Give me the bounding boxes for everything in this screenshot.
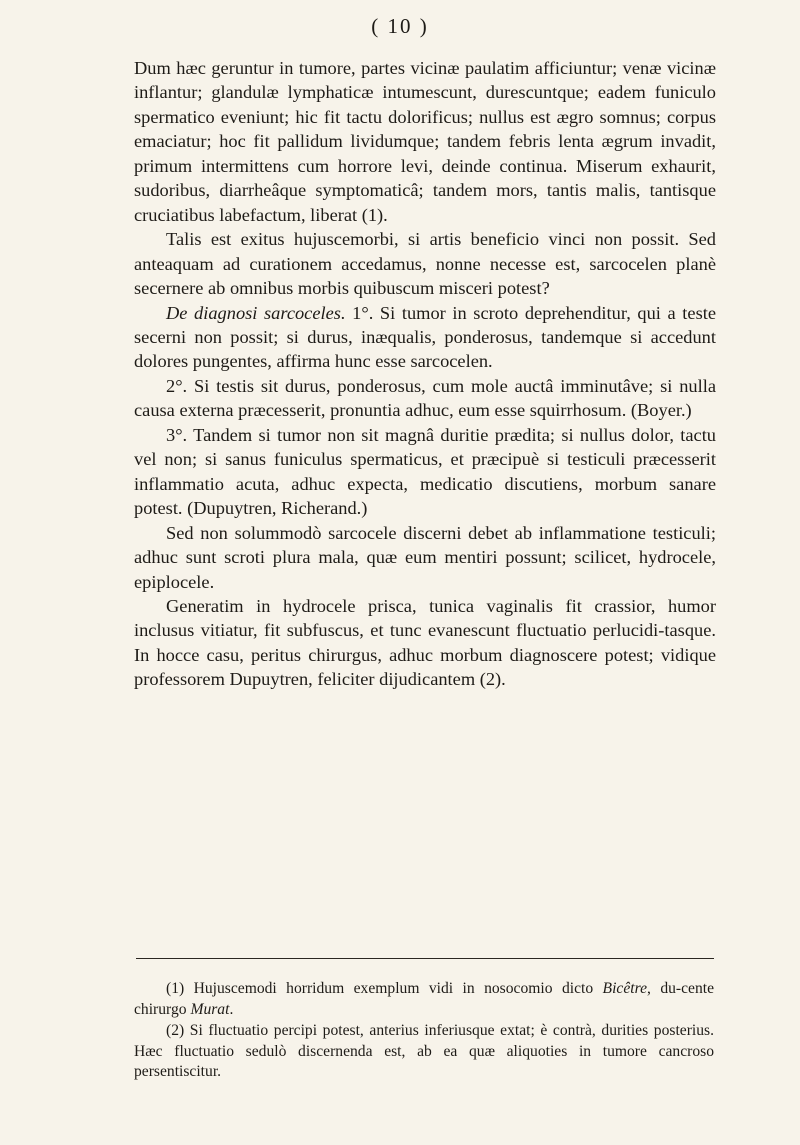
paragraph-text: 1°. Si tumor in scroto deprehenditur, qui a teste secerni non possit; si durus, inæqualis, ponderosus, tandemque si accedunt dolores pungentes, affirma hunc esse sarcocelen. (134, 302, 716, 372)
footnotes (134, 979, 714, 1084)
footnote (134, 1021, 714, 1083)
paragraph: Dum hæc geruntur in tumore, partes vicinæ paulatim afficiuntur; venæ vicinæ inflantur; glandulæ lymphaticæ intumescunt, durescuntque; eadem funiculo spermatico eveniunt; hic fit tactu dolorificus; nullus est ægro somnus; corpus emaciatur; hoc fit pallidum lividumque; tandem febris lenta ægrum invadit, primum intermittens cum horrore levi, deinde continua. Miserum exhaurit, sudoribus, diarrheâque symptomaticâ; tandem mors, tantis malis, tantisque cruciatibus labefactum, liberat (1). (134, 58, 716, 225)
footnote-italic: Bicêtre (602, 980, 647, 997)
paragraph: 3°. Tandem si tumor non sit magnâ duritie prædita; si nullus dolor, tactu vel non; si sanus funiculus spermaticus, et præcipuè si testiculi præcesserit inflammatio acuta, adhuc expecta, medicatio discutiens, morbum sanare potest. (Dupuytren, Richerand.) (134, 424, 716, 519)
section-heading: De diagnosi sarcoceles. (166, 302, 346, 323)
footnote-text: (1) Hujuscemodi horridum exemplum vidi in nosocomio dicto (166, 980, 603, 997)
main-text (134, 56, 716, 692)
paragraph: Sed non solummodò sarcocele discerni debet ab inflammatione testiculi; adhuc sunt scroti plura mala, quæ eum mentiri possunt; scilicet, hydrocele, epiplocele. (134, 522, 716, 592)
footnote-text: , du-cente chirurgo (134, 980, 714, 1018)
footnote (134, 979, 714, 1020)
paragraph (134, 301, 716, 374)
footnote-text: (2) Si fluctuatio percipi potest, anterius inferiusque extat; è contrà, durities posterius. Hæc fluctuatio sedulò discernenda est, ab ea quæ aliquoties in tumore cancroso persentiscitur. (134, 1022, 714, 1080)
paragraph: 2°. Si testis sit durus, ponderosus, cum mole auctâ imminutâve; si nulla causa externa præcesserit, pronuntia adhuc, eum esse squirrhosum. (Boyer.) (134, 375, 716, 421)
footnote-italic: Murat (190, 1000, 230, 1018)
page-number: ( 10 ) (371, 14, 429, 38)
footnote-text: . (229, 1000, 234, 1018)
footnote-separator (136, 958, 714, 959)
paragraph: Generatim in hydrocele prisca, tunica vaginalis fit crassior, humor inclusus vitiatur, fit subfuscus, et tunc evanescunt fluctuatio perlucidi-tasque. In hocce casu, peritus chirurgus, adhuc morbum diagnoscere potest; vidique professorem Dupuytren, feliciter dijudicantem (2). (134, 595, 716, 690)
paragraph: Talis est exitus hujuscemorbi, si artis beneficio vinci non possit. Sed anteaquam ad curationem accedamus, nonne necesse est, sarcocelen planè secernere ab omnibus morbis quibuscum misceri potest? (134, 229, 716, 299)
